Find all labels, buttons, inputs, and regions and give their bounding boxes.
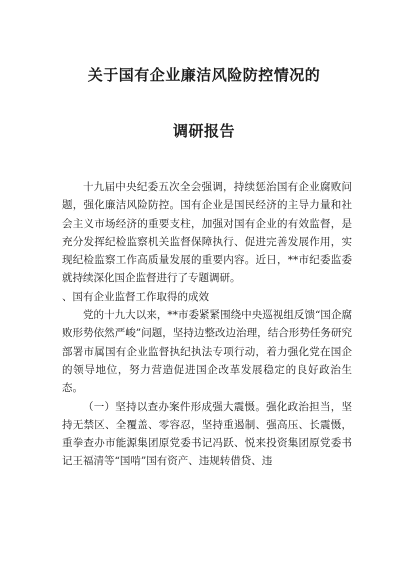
paragraph-section-1: 党的十九大以来，**市委紧紧围绕中央巡视组反馈“国企腐败形势依然严峻”问题，坚持边整改边治理，结合形势任务研究部署市属国有企业监督执纪执法专项行动，着力强化党在国企的领导地位，努力营造促进国企改革发展稳定的良好政治生态。: [62, 309, 352, 395]
paragraph-intro: 十九届中央纪委五次全会强调，持续惩治国有企业腐败问题，强化廉洁风险防控。国有企业是国民经济的主导力量和社会主义市场经济的重要支柱，加强对国有企业的有效监督，是充分发挥纪检监察机关监督保障执行、促进完善发展作用，实现纪检监察工作高质量发展的重要内容。近日，**市纪委监委就持续深化国企监督进行了专题调研。: [62, 181, 352, 285]
document-title-line-2: 调研报告: [172, 122, 235, 140]
document-body: [62, 178, 352, 471]
section-heading: 、国有企业监督工作取得的成效: [62, 290, 209, 303]
document-title-line-1: 关于国有企业廉洁风险防控情况的: [87, 66, 321, 84]
paragraph-subsection-1: （一）坚持以查办案件形成强大震慑。强化政治担当，坚持无禁区、全覆盖、零容忍，坚持重遏制、强高压、长震慑，重拳查办市能源集团原党委书记冯跃、悦来投资集团原党委书记王福清等“国啃”国有资产、违规转借贷、违: [62, 400, 352, 468]
